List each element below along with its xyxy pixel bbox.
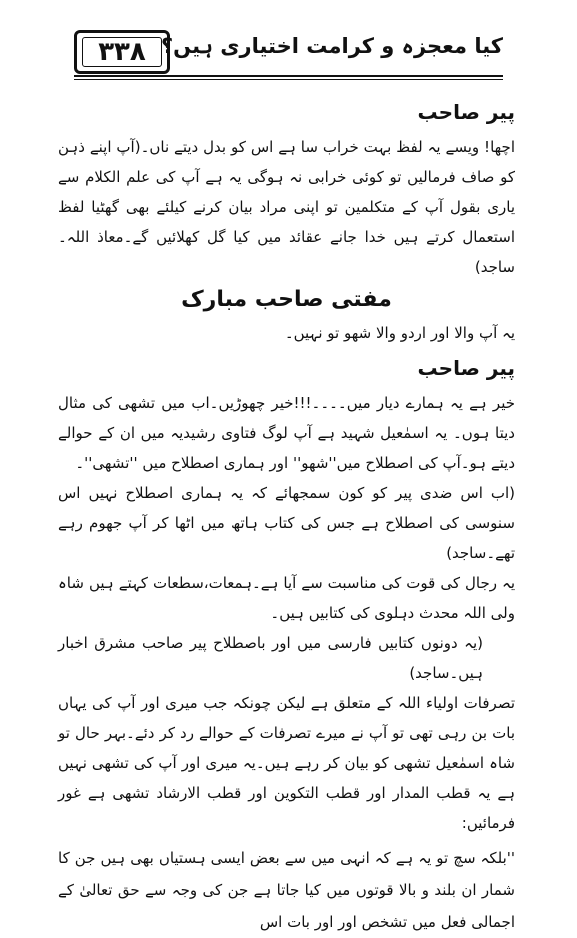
paragraph: (اب اس ضدی پیر کو کون سمجھائے کہ یہ ہماری اصطلاح نہیں اس سنوسی کی اصطلاح ہے جس کی کتاب ہاتھ میں اٹھا کر آپ جھوم رہے تھے۔ساجد) [58,484,515,562]
block-quote: ''بلکہ سچ تو یہ ہے کہ انہی میں سے بعض ایسی ہستیاں بھی ہیں جن کا شمار ان بلند و بالا قوتوں میں کیا جاتا ہے جن کی وجہ سے حق تعالیٰ کے اجمالی فعل میں تشخص اور اور بات اس [58,849,515,931]
speaker-heading-centered: مفتی صاحب مبارک [181,287,392,312]
page-body [58,92,515,938]
paragraph: خیر ہے یہ ہمارے دیار میں۔۔۔۔!!!خیر چھوڑیں۔اب میں تشھی کی مثال دیتا ہوں۔ یہ اسمٰعیل شہید ہے آپ لوگ فتاوی رشیدیہ میں ان کے حوالے دیتے ہو۔آپ کی اصطلاح میں''شھو'' اور ہماری اصطلاح میں ''تشھی''۔ [58,394,515,472]
page-header [0,0,577,92]
speaker-heading: پیر صاحب [417,356,515,380]
page-number-badge: ۳۳۸ [74,30,170,74]
running-title: کیا معجزہ و کرامت اختیاری ہیں؟ [161,34,503,58]
paragraph: یہ رجال کی قوت کی مناسبت سے آیا ہے۔ہمعات،سطعات کہتے ہیں شاہ ولی اللہ محدث دہلوی کی کتابیں ہیں۔ [58,574,515,622]
paragraph: تصرفات اولیاء اللہ کے متعلق ہے لیکن چونکہ جب میری اور آپ کی یہاں بات بن رہی تھی تو آپ نے میرے تصرفات کے حوالے رد کر دئے۔بہر حال تو شاہ اسمٰعیل تشھی کو بیان کر رہے ہیں۔یہ میری اور آپ کی تشھی نہیں ہے یہ قطب المدار اور قطب التکوین اور قطب الارشاد تشھی ہے غور فرمائیں: [58,694,515,832]
header-rule-thin [74,79,503,80]
paragraph: اچھا! ویسے یہ لفظ بہت خراب سا ہے اس کو بدل دیتے ناں۔(آپ اپنے ذہن کو صاف فرمالیں تو کوئی خرابی نہ ہوگی یہ ہے آپ کی علم الکلام سے یاری بقول آپ کے متکلمین تو اپنی مراد بیان کرنے کیلئے بھی گھٹیا لفظ استعمال کرتے ہیں خدا جانے عقائد میں کیا گل کھلائیں گے۔معاذ اللہ۔ساجد) [58,138,515,276]
speaker-heading: پیر صاحب [417,100,515,124]
header-rule [74,75,503,77]
paragraph: یہ آپ والا اور اردو والا شھو تو نہیں۔ [284,324,515,342]
indented-note: (یہ دونوں کتابیں فارسی میں اور باصطلاح پیر صاحب مشرق اخبار ہیں۔ساجد) [58,634,483,682]
